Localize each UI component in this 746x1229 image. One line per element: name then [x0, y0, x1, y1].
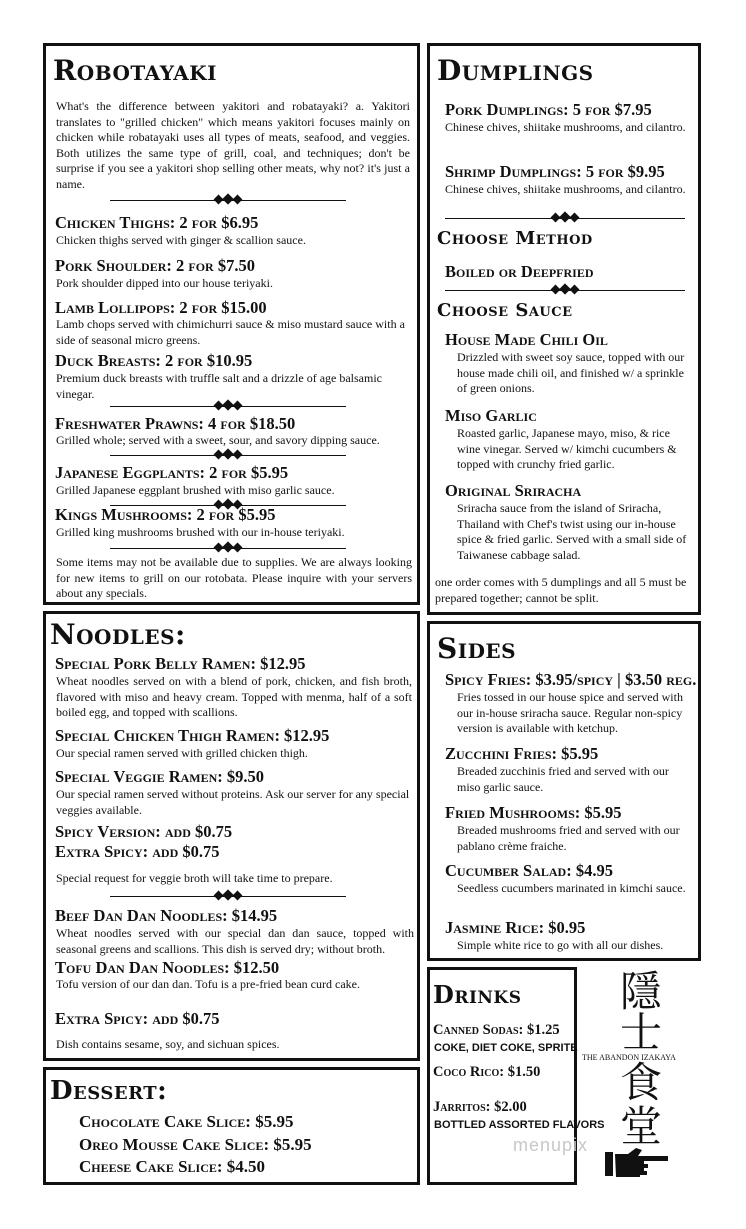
- menu-item-desc: Premium duck breasts with truffle salt and a drizzle of age balsamic vinegar.: [56, 371, 383, 401]
- brand-kanji-4: 堂: [619, 1102, 662, 1151]
- divider: [110, 400, 346, 412]
- veggie-broth-note: Special request for veggie broth will take time to prepare.: [56, 871, 333, 885]
- drink-sub: COKE, DIET COKE, SPRITE: [434, 1042, 578, 1054]
- divider: [110, 542, 346, 554]
- divider: [110, 890, 346, 902]
- menu-item-desc: Chicken thighs served with ginger & scallion sauce.: [56, 233, 306, 247]
- menu-item-desc: Lamb chops served with chimichurri sauce & miso mustard sauce with a side of seasonal micro greens.: [56, 317, 405, 347]
- menu-item-desc: Our special ramen served with grilled chicken thigh.: [56, 746, 308, 760]
- dessert-item: Chocolate Cake Slice: $5.95: [79, 1112, 294, 1131]
- supply-note: Some items may not be available due to supplies. We are always looking for new items to grill on our rotobata. Please inquire with your servers about any specials.: [56, 555, 412, 600]
- brand-name: THE ABANDON IZAKAYA: [582, 1053, 676, 1062]
- menu-item-name: Japanese Eggplants: 2 for $5.95: [55, 463, 289, 482]
- menu-item-desc: Simple white rice to go with all our dishes.: [457, 938, 664, 952]
- allergen-note: Dish contains sesame, soy, and sichuan spices.: [56, 1037, 280, 1051]
- sauce-desc: Drizzled with sweet soy sauce, topped with our house made chili oil, and finished w/ a sprinkle of green onions.: [457, 350, 685, 395]
- menu-item-desc: Breaded mushrooms fried and served with our pablano crème fraiche.: [457, 823, 680, 853]
- robatayaki-title: Robotayaki: [53, 54, 217, 87]
- menu-item-name: Beef Dan Dan Noodles: $14.95: [55, 906, 278, 925]
- menu-item-desc: Chinese chives, shiitake mushrooms, and cilantro.: [445, 182, 686, 196]
- choose-sauce-title: Choose Sauce: [437, 300, 573, 321]
- pointing-hand-icon: [604, 1146, 670, 1180]
- menu-item-name: Zucchini Fries: $5.95: [445, 744, 599, 763]
- menu-item-desc: Tofu version of our dan dan. Tofu is a pre-fried bean curd cake.: [56, 977, 360, 991]
- menu-item-name: Freshwater Prawns: 4 for $18.50: [55, 414, 296, 433]
- menu-item-desc: Pork shoulder dipped into our house teriyaki.: [56, 276, 273, 290]
- menu-item-name: Special Veggie Ramen: $9.50: [55, 767, 265, 786]
- dessert-item: Cheese Cake Slice: $4.50: [79, 1157, 266, 1176]
- drink-sub: BOTTLED ASSORTED FLAVORS: [434, 1119, 605, 1131]
- dessert-item: Oreo Mousse Cake Slice: $5.95: [79, 1135, 312, 1154]
- menu-item-desc: Grilled whole; served with a sweet, sour, and savory dipping sauce.: [56, 433, 380, 447]
- drinks-title: Drinks: [433, 980, 522, 1009]
- menu-item-name: Shrimp Dumplings: 5 for $9.95: [445, 162, 665, 181]
- divider: [445, 284, 685, 296]
- dumpling-order-note: one order comes with 5 dumplings and all 5 must be prepared together; cannot be split.: [435, 575, 687, 605]
- menu-item-name: Pork Dumplings: 5 for $7.95: [445, 100, 652, 119]
- menu-item-desc: Fries tossed in our house spice and served with our in-house sriracha sauce. Regular non-spicy version is available with ketchup.: [457, 690, 683, 735]
- menu-item-desc: Breaded zucchinis fried and served with our miso garlic sauce.: [457, 764, 669, 794]
- noodles-title: Noodles:: [50, 618, 186, 651]
- menu-item-name: Jasmine Rice: $0.95: [445, 918, 586, 937]
- menu-item-name: Special Pork Belly Ramen: $12.95: [55, 654, 306, 673]
- menu-item-desc: Wheat noodles served with our special dan dan sauce, topped with seasonal greens and scallions. This dish is served dry; without broth.: [56, 926, 414, 956]
- sauce-name: Miso Garlic: [445, 406, 537, 425]
- dumplings-title: Dumplings: [437, 54, 594, 87]
- brand-kanji-3: 食: [619, 1058, 662, 1107]
- dessert-title: Dessert:: [50, 1076, 168, 1106]
- menu-item-desc: Grilled king mushrooms brushed with our in-house teriyaki.: [56, 525, 345, 539]
- divider: [110, 449, 346, 461]
- menu-item-desc: Wheat noodles served on with a blend of pork, chicken, and fish broth, flavored with miso and heavy cream. Topped with menma, half of a soft boiled egg, and topped with scallions.: [56, 674, 412, 719]
- divider: [110, 194, 346, 206]
- menu-item-name: Spicy Fries: $3.95/spicy | $3.50 reg.: [445, 670, 697, 689]
- divider: [445, 212, 685, 224]
- menu-item-desc: Chinese chives, shiitake mushrooms, and cilantro.: [445, 120, 686, 134]
- sauce-desc: Sriracha sauce from the island of Sriracha, Thailand with Chef's twist using our in-house spice & fried garlic. Served with a small side of Taiwanese cabbage salad.: [457, 501, 687, 562]
- menu-item-name: Fried Mushrooms: $5.95: [445, 803, 622, 822]
- sauce-name: House Made Chili Oil: [445, 330, 608, 349]
- sauce-desc: Roasted garlic, Japanese mayo, miso, & rice wine vinegar. Served w/ kimchi cucumbers & topped with crunchy fried garlic.: [457, 426, 677, 471]
- sauce-name: Original Sriracha: [445, 481, 582, 500]
- menu-item-name: Special Chicken Thigh Ramen: $12.95: [55, 726, 330, 745]
- drink-name: Jarritos: $2.00: [433, 1099, 527, 1115]
- method-option: Boiled or Deepfried: [445, 262, 594, 281]
- menu-item-name: Chicken Thighs: 2 for $6.95: [55, 213, 259, 232]
- brand-kanji-1: 隱: [619, 967, 662, 1016]
- drink-name: Canned Sodas: $1.25: [433, 1022, 560, 1038]
- menu-item-desc: Grilled Japanese eggplant brushed with miso garlic sauce.: [56, 483, 335, 497]
- menu-item-name: Cucumber Salad: $4.95: [445, 861, 613, 880]
- drink-name: Coco Rico: $1.50: [433, 1064, 541, 1080]
- spicy-version: Spicy Version: add $0.75: [55, 822, 233, 841]
- watermark: menupix: [513, 1135, 589, 1155]
- menu-item-name: Lamb Lollipops: 2 for $15.00: [55, 298, 267, 317]
- robatayaki-intro: What's the difference between yakitori and robatayaki? a. Yakitori translates to "grilled chicken" which means yakitori focuses mainly on chicken while robatayaki uses all types of meats, seafood, and veggies. Both utilizes the same type of grill, coal, and techniques; don't be surprise if you see a yakitori shop selling other meats, why not? it's just a name.: [56, 99, 410, 191]
- brand-kanji-2: 士: [619, 1008, 662, 1057]
- menu-item-name: Pork Shoulder: 2 for $7.50: [55, 256, 255, 275]
- extra-spicy: Extra Spicy: add $0.75: [55, 1009, 220, 1028]
- menu-item-desc: Seedless cucumbers marinated in kimchi sauce.: [457, 881, 686, 895]
- menu-item-desc: Our special ramen served without proteins. Ask our server for any special veggies available.: [56, 787, 410, 817]
- sides-title: Sides: [437, 632, 517, 665]
- menu-item-name: Kings Mushrooms: 2 for $5.95: [55, 505, 276, 524]
- extra-spicy: Extra Spicy: add $0.75: [55, 842, 220, 861]
- menu-item-name: Tofu Dan Dan Noodles: $12.50: [55, 958, 280, 977]
- menu-item-name: Duck Breasts: 2 for $10.95: [55, 351, 253, 370]
- choose-method-title: Choose Method: [437, 228, 593, 249]
